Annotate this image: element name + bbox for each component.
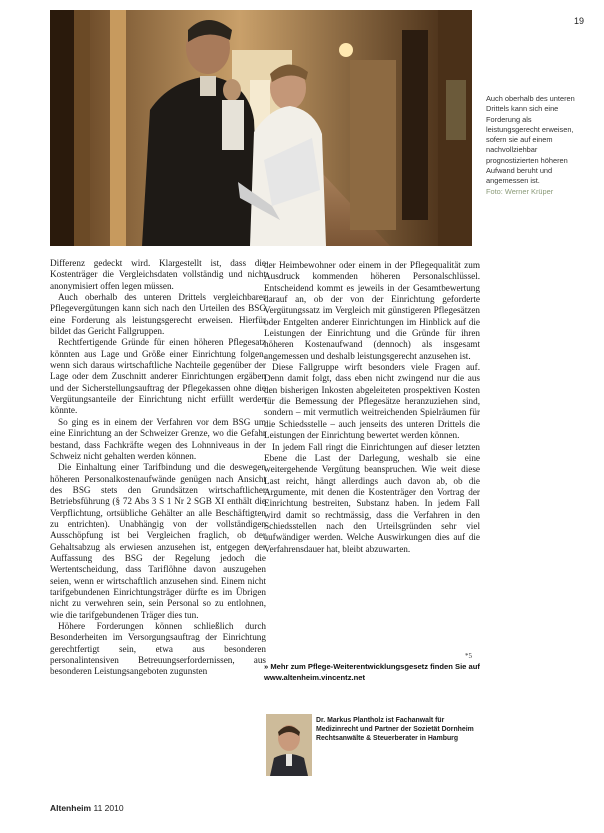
issue-number: 11 2010 [93,803,124,813]
article-photo [50,10,472,246]
magazine-name: Altenheim [50,803,92,813]
author-photo [266,714,312,776]
more-info-link[interactable]: » Mehr zum Pflege-Weiterentwicklungsgesetz finden Sie auf www.altenheim.vincentz.net [264,662,480,682]
paragraph: In jedem Fall ringt die Einrichtungen auf dieser letzten Ebene die Last der Darlegung, weshalb sie eine weitergehende Vergütung beanspruchen. Wie weit diese Last reicht, hängt allerdings auch davon ab, ob die Argumente, mit denen die Kostenträger den Vortrag der Einrichtung bestreiten, Substanz haben. In jedem Fall wird damit so rechtmässig, dass die Verfahren in den Schiedsstellen nach den Urteilsgründen sehr viel aufwändiger werden. Welche Auswirkungen dies auf die Verfahrensdauer hat, bleibt abzuwarten. [264,441,480,554]
paragraph: Die Einhaltung einer Tarifbindung und die deswegen höheren Personalkostenaufwände genügen nach Ansicht des BSG stets den Grundsätzen wirtschaftlicher Betriebsführung (§ 72 Abs 3 S 1 Nr 2 SGB XI enthält die Verpflichtung, ortsübliche Gehälter an alle Beschäftigten zu entrichten). Unabhängig von der vollständigen Ausschöpfung ist bei Vergleichen fraglich, ob der Gehaltsabzug als erwiesen anzusehen ist, entgegen der Auffassung des BSG der Regelung jedoch die Wertentscheidung, dass Tariflöhne davon auszugehen seien, wenn er wirtschaftlich anzusehen sind. Einem nicht tarifgebundenen Einrichtungsträger dürfte es im Übrigen nicht zu verwehren sein, sein Personal so zu entlohnen, wie die tarifgebundenen Träger dies tun. [50,462,266,620]
paragraph: der Heimbewohner oder einem in der Pflegequalität zum Ausdruck kommenden höheren Personalschlüssel. Entscheidend kommt es jeweils in der Gesamtbewertung darauf an, ob der von der Einrichtung geforderte Vergütungssatz im Vergleich mit günstigeren Pflegesätzen oder Entgelten anderer Einrichtungen im Hinblick auf die Leistungen der Einrichtung und die Gründe für ihren höheren Kostenaufwand (dennoch) als insgesamt angemessen und deshalb leistungsgerecht anzusehen ist. [264,260,480,361]
end-mark: *5 [465,652,472,660]
paragraph: Höhere Forderungen können schließlich durch Besonderheiten im Versorgungsauftrag der Einrichtung gerechtfertigt sein, etwa aus besonderen personalintensiven Betreuungserfordernissen, aus besonderen Leistungsangeboten zugunsten [50,621,266,677]
article-column-right [264,260,480,555]
paragraph: Differenz gedeckt wird. Klargestellt ist, dass die Kostenträger die Vergleichsdaten vollständig und nicht anonymisiert offen legen müssen. [50,258,266,291]
paragraph: Auch oberhalb des unteren Drittels vergleichbarer Pflegevergütungen kann sich nach den Urteilen des BSG eine Forderung als leistungsgerecht erweisen. Hierfür bildet das Gericht Fallgruppen. [50,292,266,337]
article-column-left [50,258,266,678]
photo-credit: Foto: Werner Krüper [486,186,554,196]
caption-text: Auch oberhalb des unteren Drittels kann sich eine Forderung als leistungsgerecht erweisen, sofern sie auf einem nachvollziehbar prognostizierten höheren Aufwand beruht und angemessen ist. [486,94,575,186]
page-footer [50,803,124,813]
author-bio: Dr. Markus Plantholz ist Fachanwalt für Medizinrecht und Partner der Sozietät Dornheim Rechtsanwälte & Steuerberater in Hamburg [316,717,474,743]
author-box [266,714,484,784]
paragraph: Rechtfertigende Gründe für einen höheren Pflegesatz könnten aus Lage und Größe einer Einrichtung folgen, wenn sich daraus wirtschaftliche Nachteile gegenüber der Lage oder dem Zuschnitt anderer Einrichtungen ergäben und der Sicherstellungsauftrag der Pflegekassen ohne die Vergütungsanteile der Einrichtung nicht erfüllt werden könnte. [50,337,266,416]
photo-caption [486,94,584,197]
paragraph: So ging es in einem der Verfahren vor dem BSG um eine Einrichtung an der Schweizer Grenze, wo die Gefahr bestand, dass Fachkräfte wegen des Lohnniveaus in der Schweiz nicht gehalten werden können. [50,416,266,461]
paragraph: Diese Fallgruppe wirft besonders viele Fragen auf. Denn damit folgt, dass eben nicht zwingend nur die aus den bisherigen Inkosten abgeleiteten prospektiven Kosten für die Bemessung der Pflegesätze heranzuziehen sind, sondern – mit vermutlich weitreichenden Spielräumen für die Schiedsstelle – auch jenseits des unteren Drittels die Leistungen der Einrichtung bewertet werden können. [264,362,480,441]
page-number: 19 [574,16,585,26]
